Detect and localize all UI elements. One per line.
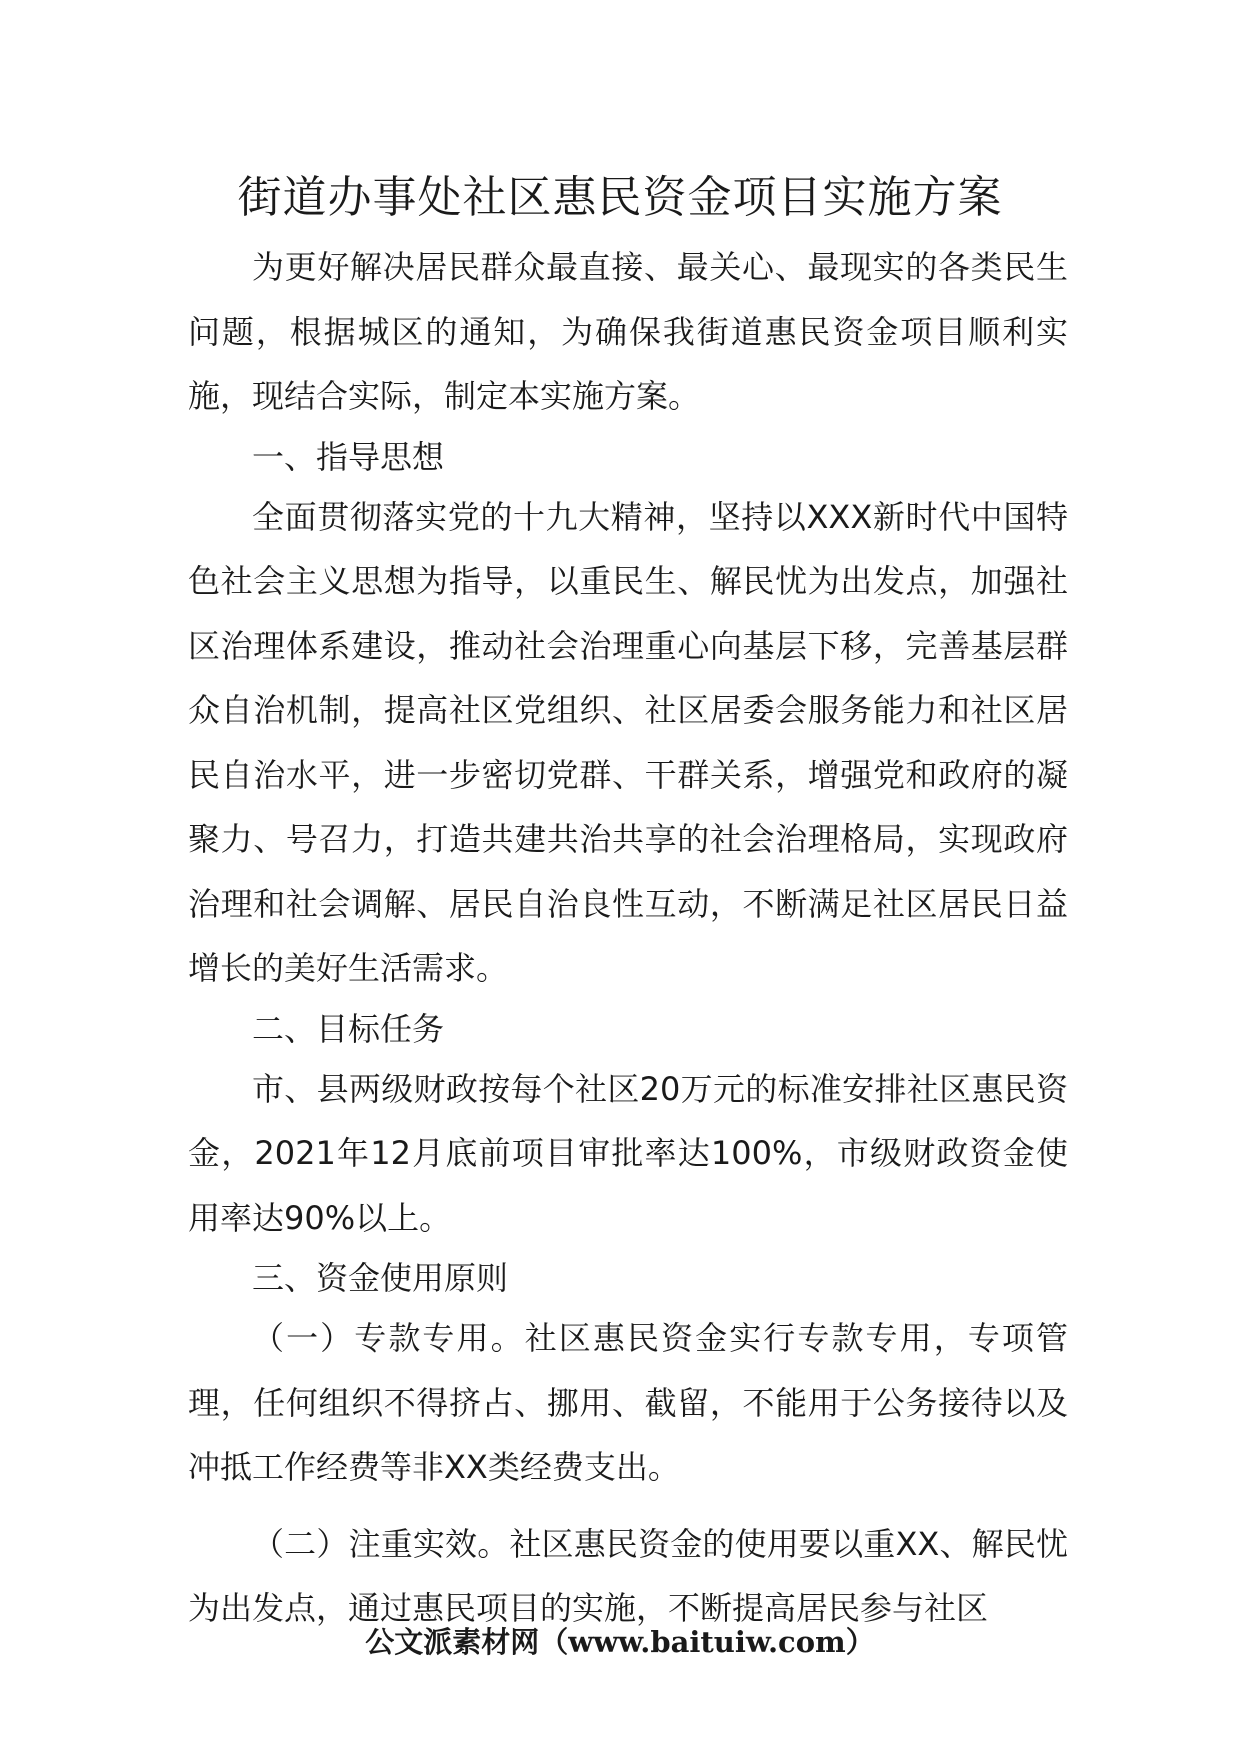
footer-watermark: 公文派素材网（www.baituiw.com） xyxy=(365,1625,875,1659)
section-paragraph: （一）专款专用。社区惠民资金实行专款专用，专项管理，任何组织不得挤占、挪用、截留，不能用于公务接待以及冲抵工作经费等非XX类经费支出。 xyxy=(188,1319,1068,1486)
document-body xyxy=(188,235,1068,1641)
section-heading-guiding-ideology: 一、指导思想 xyxy=(252,437,445,476)
intro-paragraph: 为更好解决居民群众最直接、最关心、最现实的各类民生问题，根据城区的通知，为确保我街道惠民资金项目顺利实施，现结合实际，制定本实施方案。 xyxy=(188,248,1068,415)
section-paragraph: 全面贯彻落实党的十九大精神，坚持以XXX新时代中国特色社会主义思想为指导，以重民生、解民忧为出发点，加强社区治理体系建设，推动社会治理重心向基层下移，完善基层群众自治机制，提高社区党组织、社区居委会服务能力和社区居民自治水平，进一步密切党群、干群关系，增强党和政府的凝聚力、号召力，打造共建共治共享的社会治理格局，实现政府治理和社会调解、居民自治良性互动，不断满足社区居民日益增长的美好生活需求。 xyxy=(188,497,1068,987)
section-paragraph: 市、县两级财政按每个社区20万元的标准安排社区惠民资金，2021年12月底前项目审批率达100%，市级财政资金使用率达90%以上。 xyxy=(188,1069,1068,1237)
section-paragraph: （二）注重实效。社区惠民资金的使用要以重XX、解民忧为出发点，通过惠民项目的实施，不断提高居民参与社区 xyxy=(188,1524,1068,1627)
document-title: 街道办事处社区惠民资金项目实施方案 xyxy=(237,172,1003,223)
section-heading-goals: 二、目标任务 xyxy=(252,1009,445,1048)
section-heading-fund-principles: 三、资金使用原则 xyxy=(252,1259,509,1297)
